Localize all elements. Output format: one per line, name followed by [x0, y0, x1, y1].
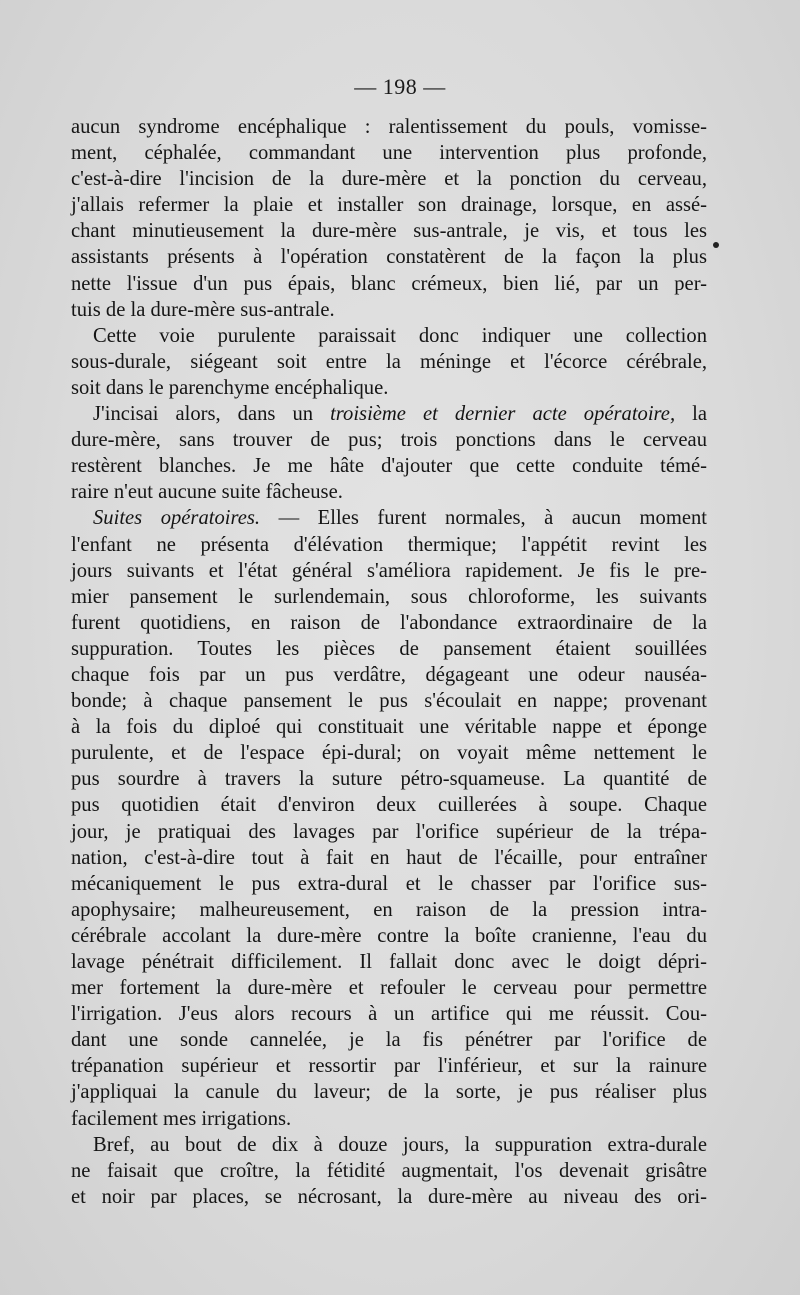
- text-line: purulente, et de l'espace épi-dural; on voyait même nettement le: [71, 742, 707, 765]
- text-line: restèrent blanches. Je me hâte d'ajouter que cette conduite témé-: [71, 455, 707, 478]
- text-line: soit dans le parenchyme encéphalique.: [71, 376, 389, 399]
- text-line: chaque fois par un pus verdâtre, dégageant une odeur nauséa-: [71, 663, 707, 686]
- text-line: furent quotidiens, en raison de l'abondance extraordinaire de la: [71, 611, 707, 634]
- text-line: c'est-à-dire l'incision de la dure-mère et la ponction du cerveau,: [71, 168, 707, 191]
- text-line: lavage pénétrait difficilement. Il fallait donc avec le doigt dépri-: [71, 951, 707, 973]
- body-text: [71, 114, 707, 1210]
- text-line: mier pansement le surlendemain, sous chloroforme, les suivants: [71, 585, 707, 608]
- text-fragment: — Elles furent normales, à aucun moment: [278, 507, 707, 530]
- section-heading: Suites opératoires.: [93, 507, 261, 530]
- text-fragment: J'incisai alors, dans un: [93, 403, 314, 426]
- text-line: dant une sonde cannelée, je la fis pénétrer par l'orifice de: [71, 1029, 707, 1052]
- italic-phrase: troisième et dernier acte opératoire,: [330, 403, 676, 426]
- text-line: bonde; à chaque pansement le pus s'écoulait en nappe; provenant: [71, 690, 707, 713]
- page-number: — 198 —: [354, 74, 446, 99]
- text-line: ne faisait que croître, la fétidité augmentait, l'os devenait grisâtre: [71, 1159, 707, 1182]
- text-line: et noir par places, se nécrosant, la dure-mère au niveau des ori-: [71, 1185, 707, 1208]
- text-line: dure-mère, sans trouver de pus; trois ponctions dans le cerveau: [71, 429, 707, 452]
- text-line: à la fois du diploé qui constituait une véritable nappe et éponge: [71, 716, 707, 739]
- text-line: sous-durale, siégeant soit entre la méninge et l'écorce cérébrale,: [71, 350, 707, 373]
- section-heading-line: [71, 505, 707, 531]
- text-line: nation, c'est-à-dire tout à fait en haut de l'écaille, pour entraîner: [71, 846, 707, 869]
- text-line: Bref, au bout de dix à douze jours, la suppuration extra-durale: [93, 1133, 707, 1156]
- text-line: cérébrale accolant la dure-mère contre la boîte cranienne, l'eau du: [71, 924, 707, 947]
- text-line: j'allais refermer la plaie et installer son drainage, lorsque, en assé-: [71, 194, 707, 217]
- text-line: pus quotidien était d'environ deux cuillerées à soupe. Chaque: [71, 794, 707, 817]
- text-line: pus sourdre à travers la suture pétro-squameuse. La quantité de: [71, 768, 707, 791]
- text-line: jour, je pratiquai des lavages par l'orifice supérieur de la trépa-: [71, 820, 707, 843]
- text-line: mécaniquement le pus extra-dural et le chasser par l'orifice sus-: [71, 872, 707, 895]
- text-line: jours suivants et l'état général s'améliora rapidement. Je fis le pre-: [71, 559, 707, 582]
- text-line: l'irrigation. J'eus alors recours à un artifice qui me réussit. Cou-: [71, 1003, 707, 1026]
- text-line: apophysaire; malheureusement, en raison de la pression intra-: [71, 898, 707, 921]
- text-fragment: la: [692, 403, 707, 426]
- text-line: trépanation supérieur et ressortir par l'inférieur, et sur la rainure: [71, 1055, 707, 1078]
- text-line: assistants présents à l'opération constatèrent de la façon la plus: [71, 246, 707, 269]
- text-line: aucun syndrome encéphalique : ralentissement du pouls, vomisse-: [71, 116, 707, 138]
- text-line: mer fortement la dure-mère et refouler le cerveau pour permettre: [71, 977, 707, 1000]
- text-line: chant minutieusement la dure-mère sus-antrale, je vis, et tous les: [71, 220, 707, 243]
- text-line-mixed: [71, 401, 707, 427]
- text-line: Cette voie purulente paraissait donc indiquer une collection: [93, 324, 707, 347]
- text-line: facilement mes irrigations.: [71, 1107, 292, 1130]
- text-line: j'appliquai la canule du laveur; de la sorte, je pus réaliser plus: [71, 1081, 707, 1104]
- ink-speck: [713, 242, 719, 248]
- text-line: l'enfant ne présenta d'élévation thermique; l'appétit revint les: [71, 533, 707, 556]
- text-line: raire n'eut aucune suite fâcheuse.: [71, 481, 343, 504]
- text-line: nette l'issue d'un pus épais, blanc crémeux, bien lié, par un per-: [71, 272, 707, 295]
- text-line: ment, céphalée, commandant une intervention plus profonde,: [71, 142, 707, 165]
- text-line: suppuration. Toutes les pièces de pansement étaient souillées: [71, 637, 707, 660]
- text-line: tuis de la dure-mère sus-antrale.: [71, 298, 335, 321]
